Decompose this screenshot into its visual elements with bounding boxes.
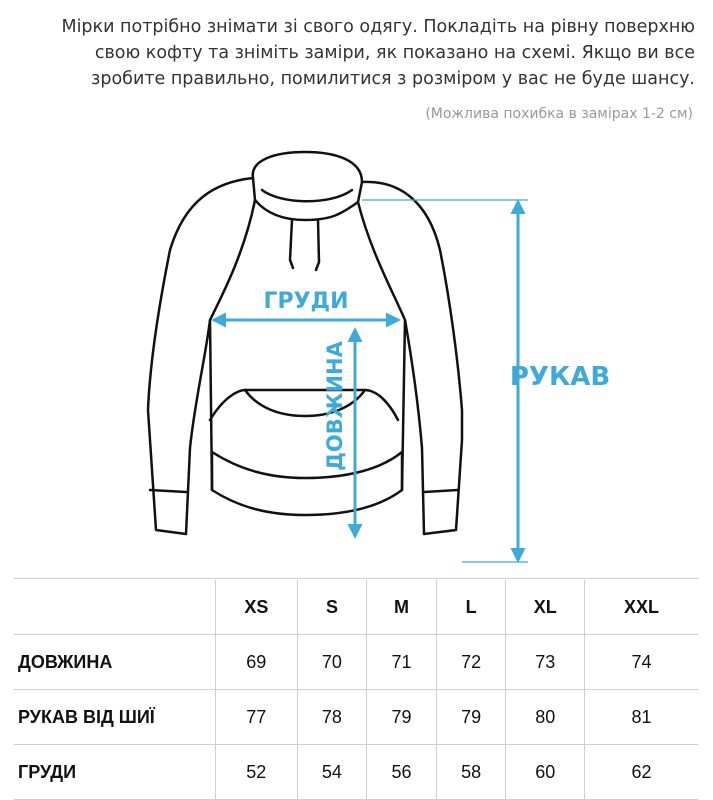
instructions-text [20,14,695,92]
table-cell: 74 [585,635,698,690]
instructions-line-2: свою кофту та зніміть заміри, як показано на схемі. Якщо ви все [94,43,695,63]
instructions-line-3: зробите правильно, помилитися з розміром у вас не буде шансу. [91,69,695,89]
header-empty-cell [14,580,216,635]
table-cell: 77 [216,690,298,745]
hoodie-measurement-diagram [0,140,713,580]
table-cell: 62 [585,745,698,800]
instructions-line-1: Мірки потрібно знімати зі свого одягу. Покладіть на рівну поверхню [61,17,695,37]
table-cell: 58 [436,745,506,800]
hoodie-icon [148,152,462,534]
table-cell: 72 [436,635,506,690]
table-cell: 54 [297,745,367,800]
size-header-s: S [297,580,367,635]
row-label-length: ДОВЖИНА [14,635,216,690]
table-row-length [14,635,698,690]
table-cell: 56 [367,745,437,800]
table-row-sleeve [14,690,698,745]
row-label-chest: ГРУДИ [14,745,216,800]
size-header-l: L [436,580,506,635]
size-header-xs: XS [216,580,298,635]
size-chart-table [14,580,698,800]
size-header-xxl: XXL [585,580,698,635]
table-cell: 80 [506,690,585,745]
tolerance-note: (Можлива похибка в замірах 1-2 см) [425,106,693,122]
table-cell: 79 [436,690,506,745]
table-cell: 71 [367,635,437,690]
size-header-m: M [367,580,437,635]
table-top-divider [14,578,699,579]
row-label-sleeve: РУКАВ ВІД ШИЇ [14,690,216,745]
size-header-xl: XL [506,580,585,635]
table-cell: 60 [506,745,585,800]
sleeve-label: РУКАВ [509,362,611,392]
table-cell: 79 [367,690,437,745]
size-header-row [14,580,698,635]
table-row-chest [14,745,698,800]
table-cell: 70 [297,635,367,690]
length-label: ДОВЖИНА [323,341,347,471]
table-cell: 78 [297,690,367,745]
chest-label: ГРУДИ [263,289,349,314]
table-cell: 81 [585,690,698,745]
table-cell: 52 [216,745,298,800]
table-cell: 69 [216,635,298,690]
table-cell: 73 [506,635,585,690]
